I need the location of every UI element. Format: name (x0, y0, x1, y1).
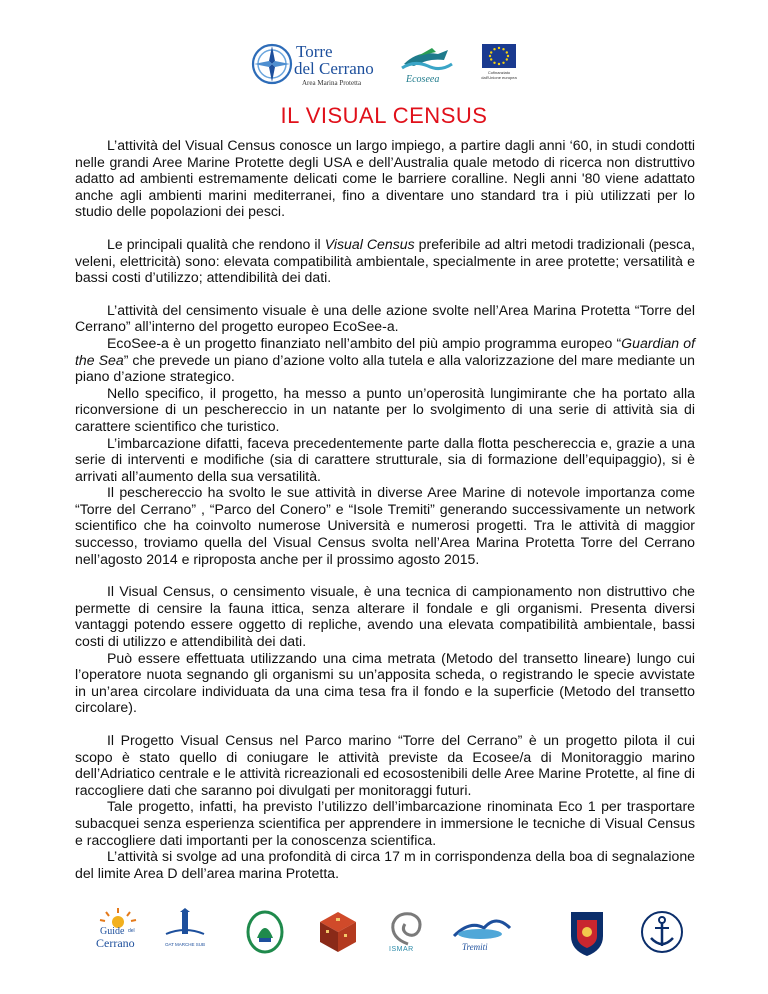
paragraph-emphasis: Guardian of the Sea (75, 334, 695, 368)
spiral-icon (385, 908, 431, 946)
cube-icon (318, 910, 358, 954)
ecoseea-logo (398, 44, 456, 88)
guide-logo-line1: Guide (100, 926, 125, 937)
island-icon (450, 910, 514, 944)
paragraph: L’attività si svolge ad una profondità di circa 17 m in corrispondenza della boa di segnalazione del limite Area D dell’area marina Protetta. (75, 848, 695, 881)
eu-flag-logo (481, 44, 517, 88)
torre-del-cerrano-logo (250, 42, 378, 88)
paragraph: Nello specifico, il progetto, ha messo a punto un’operosità lungimirante che ha portato alla riconversione di un peschereccio in un natante per lo svolgimento di una serie di attività sia di carattere scientifico che turistico. (75, 384, 695, 434)
guide-del-cerrano-logo (92, 906, 144, 958)
lighthouse-icon (160, 908, 210, 938)
page-title: IL VISUAL CENSUS (280, 103, 488, 128)
isole-tremiti-logo (450, 910, 514, 956)
paragraph-text: preferibile ad altri metodi tradizionali (pesca, veleni, elettricità) sono: elevata compatibilità ambientale, specialmente in aree protette; versatilità e bassi costi d’utilizzo; attendibilità dei dati. (75, 235, 695, 286)
paragraph: Il Progetto Visual Census nel Parco marino “Torre del Cerrano” è un progetto pilota il cui scopo è stato quello di coniugare le attività previste da Ecosee/a di Monitoraggio marino dell’Adriatico centrale e le attività ricreazionali ed ecosostenibili delle Aree Marine Protette, al fine di raccogliere dati che saranno poi divulgati per monitoraggi futuri. (75, 732, 695, 798)
anchor-icon (640, 908, 684, 958)
paragraph: Il Visual Census, o censimento visuale, è una tecnica di campionamento non distruttivo che permette di censire la fauna ittica, senza alterare il fondale e gli organismi. Presenta diversi vantaggi potendo essere oggetto di repliche, avendo una elevata compatibilità ambientale, bassi costi di utilizzo e attendibilità dei dati. (75, 583, 695, 650)
paragraph (75, 236, 695, 286)
guide-logo-line2: del (128, 928, 135, 934)
paragraph: L’attività del Visual Census conosce un largo impiego, a partire dagli anni ‘60, in studi condotti nelle grandi Aree Marine Protette degli USA e dell’Australia quale metodo di ricerca non distruttivo adatto ad ambienti estremamente delicati come le barriere coralline. Negli anni '80 viene adattato anche agli ambienti marini mediterranei, fino a diventare uno standard tra i più utilizzati per lo studio delle popolazioni dei pesci. (75, 137, 695, 220)
paragraph-text: ” che prevede un piano d’azione volto alla tutela e alla valorizzazione del mare mediante un piano d’azione strategico. (75, 351, 695, 385)
ismar-logo (385, 908, 431, 960)
paragraph: Il peschereccio ha svolto le sue attività in diverse Aree Marine di notevole importanza come “Torre del Cerrano” , “Parco del Conero” e “Isole Tremiti” generando successivamente un network scientifico che ha coinvolto numerose Università e numerosi progetti. Tra le attività di maggior successo, troviamo quella del Visual Census svolta nell’Area Marina Protetta Torre del Cerrano nell’agosto 2014 e riproposta anche per il prossimo agosto 2015. (75, 484, 695, 567)
guide-logo-line3: Cerrano (96, 936, 135, 950)
tremiti-logo-label: Tremiti (462, 942, 488, 952)
paragraph-text: Le principali qualità che rendono il (107, 235, 325, 252)
paragraph-text: EcoSee-a è un progetto finanziato nell’ambito del più ampio programma europeo “ (107, 334, 622, 351)
crest-logo (565, 908, 609, 958)
oat-marche-sub-logo (160, 906, 210, 958)
torre-logo-line3: Area Marina Protetta (302, 79, 362, 87)
paragraph: Tale progetto, infatti, ha previsto l’utilizzo dell’imbarcazione rinominata Eco 1 per trasportare subacquei senza esperienza scientifica per apprendere in immersione le tecniche di Visual Census e raccogliere dati importanti per la conoscenza scientifica. (75, 798, 695, 848)
anchor-logo (640, 908, 684, 958)
eu-flag-icon (482, 44, 516, 68)
ecoseea-logo-text: Ecoseea (406, 74, 440, 85)
torre-logo-line2: del Cerrano (294, 59, 374, 78)
cube-logo (318, 910, 358, 954)
paragraph-emphasis: Visual Census (324, 235, 415, 252)
paragraph (75, 335, 695, 385)
shield-leaf-icon (245, 910, 285, 954)
document-body (75, 137, 695, 881)
green-circle-logo (245, 910, 285, 954)
oat-logo-text: OAT MARCHE SUB (164, 942, 206, 947)
eu-logo-caption: Cofinanziato dall'Unione europea (481, 70, 517, 80)
boat-wave-icon (398, 44, 456, 76)
header-logos (0, 38, 768, 90)
paragraph: Può essere effettuata utilizzando una cima metrata (Metodo del transetto lineare) lungo cui l’operatore nuota segnando gli organismi su un’apposita scheda, o registrando le specie avvistate in un’area circolare individuata da una cima tesa fra il fondo e la superficie (Metodo del transetto circolare). (75, 649, 695, 716)
torre-logo-line1: Torre (296, 42, 333, 61)
footer-logos (0, 906, 768, 962)
paragraph: L’attività del censimento visuale è una delle azione svolte nell’Area Marina Protetta “Torre del Cerrano” all’interno del progetto europeo EcoSee-a. (75, 301, 695, 335)
ismar-logo-label: ISMAR (389, 946, 414, 953)
crest-icon (565, 908, 609, 958)
sun-rays-icon (92, 906, 144, 928)
paragraph: L’imbarcazione difatti, faceva precedentemente parte dalla flotta peschereccia e, grazie a una serie di interventi e modifiche (sia di carattere strutturale, sia di formazione dell’equipaggio), si è arrivati all’aumento della sua versatilità. (75, 434, 695, 484)
